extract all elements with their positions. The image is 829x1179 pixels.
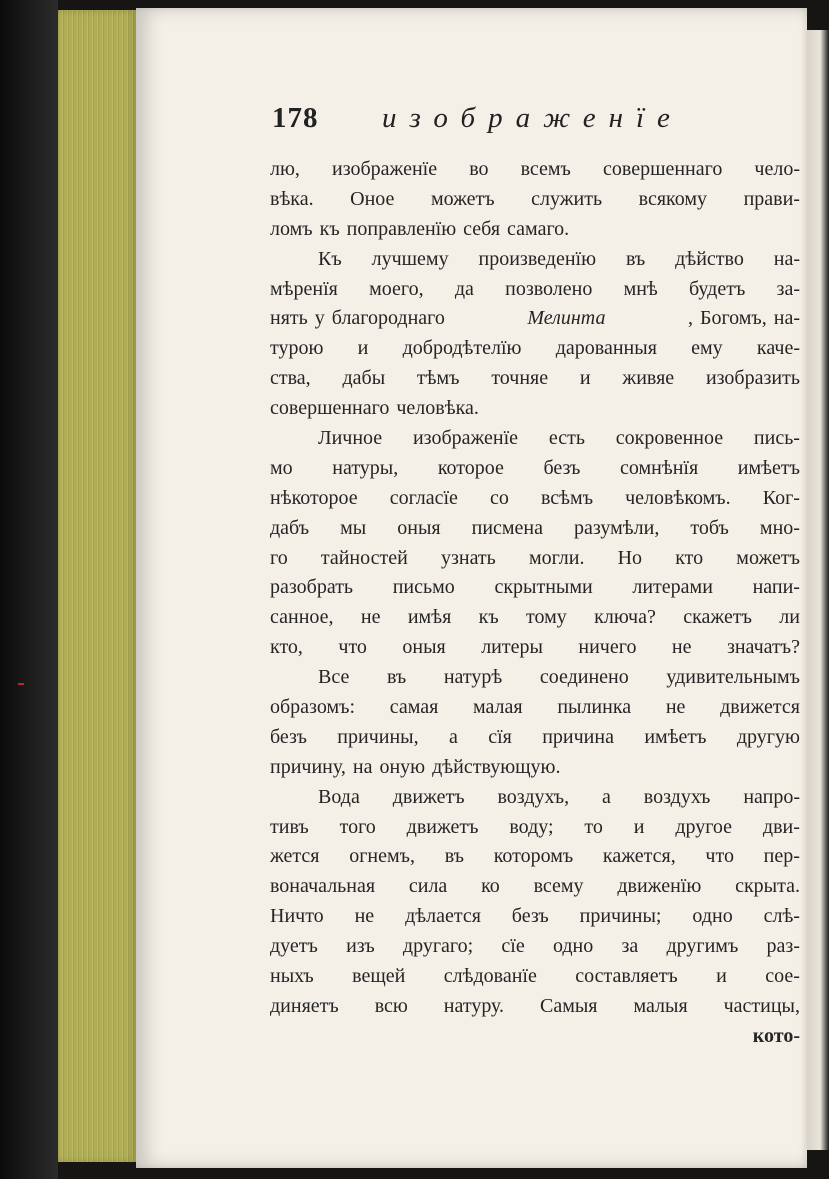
text-line bbox=[270, 603, 800, 633]
word: моего, bbox=[369, 277, 424, 300]
word: прави- bbox=[743, 187, 800, 210]
word: безъ bbox=[511, 905, 549, 928]
text-line bbox=[270, 185, 800, 215]
word: можетъ bbox=[736, 546, 800, 569]
word: и bbox=[716, 965, 727, 988]
text-line: причину, на оную дѣйствующую. bbox=[270, 755, 561, 778]
word: литерами bbox=[632, 576, 713, 599]
word: сое- bbox=[765, 965, 800, 988]
text-line bbox=[270, 902, 800, 932]
word: Все bbox=[318, 666, 350, 689]
text-fragment: , Богомъ, на- bbox=[687, 307, 800, 330]
word: въ bbox=[444, 845, 464, 868]
word: турою bbox=[270, 337, 324, 360]
word: пись- bbox=[753, 427, 800, 450]
word: не bbox=[665, 696, 686, 719]
word: живяе bbox=[622, 367, 675, 390]
text-line bbox=[270, 872, 800, 902]
text-line bbox=[270, 275, 800, 305]
word: напи- bbox=[752, 576, 800, 599]
word: всѣмъ bbox=[540, 486, 594, 509]
word: го bbox=[270, 546, 288, 569]
word: а bbox=[602, 785, 611, 808]
proper-name: Мелинта bbox=[527, 307, 606, 330]
word: изображенїе bbox=[332, 158, 438, 180]
word: одно bbox=[692, 905, 733, 928]
word: сомнѣнїя bbox=[620, 456, 699, 479]
binding-shadow bbox=[0, 0, 58, 1179]
word: дуетъ bbox=[270, 935, 318, 958]
word: въ bbox=[625, 247, 646, 270]
word: каче- bbox=[756, 337, 800, 360]
word: Ког- bbox=[762, 486, 800, 509]
word: ключа? bbox=[594, 606, 656, 629]
text-line bbox=[270, 514, 800, 544]
word: совершеннаго bbox=[602, 158, 723, 180]
word: частицы, bbox=[723, 994, 800, 1017]
word: разумѣли, bbox=[574, 516, 660, 539]
word: натуру. bbox=[443, 994, 505, 1017]
word: согласїе bbox=[389, 486, 458, 509]
text-line bbox=[270, 633, 800, 663]
word: за bbox=[621, 935, 639, 958]
word: точняе bbox=[491, 367, 549, 390]
word: слѣдованїе bbox=[443, 965, 537, 988]
word: со bbox=[490, 486, 509, 509]
word: можетъ bbox=[430, 187, 495, 210]
word: ничего bbox=[578, 636, 637, 659]
word: ства, bbox=[270, 367, 311, 390]
text-line bbox=[270, 454, 800, 484]
word: значатъ? bbox=[726, 636, 800, 659]
text-line: ломъ къ поправленїю себя самаго. bbox=[270, 217, 570, 240]
word: всякому bbox=[638, 187, 708, 210]
word: составляетъ bbox=[575, 965, 678, 988]
word: не bbox=[360, 606, 381, 629]
page-body bbox=[270, 155, 800, 1052]
word: тому bbox=[526, 606, 567, 629]
word: вещей bbox=[352, 965, 406, 988]
word: не bbox=[354, 905, 375, 928]
word: имѣетъ bbox=[644, 725, 707, 748]
word: чело- bbox=[754, 158, 800, 180]
word: диняетъ bbox=[270, 994, 339, 1017]
word: произведенїю bbox=[478, 247, 597, 270]
page-block-edges bbox=[58, 10, 138, 1162]
word: другаго; bbox=[402, 935, 474, 958]
word: мнѣ bbox=[623, 277, 658, 300]
text-line bbox=[270, 245, 800, 275]
text-line bbox=[270, 573, 800, 603]
word: и bbox=[357, 337, 369, 360]
word: нѣкоторое bbox=[270, 486, 358, 509]
word: движенїю bbox=[617, 875, 702, 898]
word: воздухъ bbox=[643, 785, 711, 808]
word: что bbox=[338, 636, 367, 659]
word: дабъ bbox=[270, 516, 310, 539]
word: всему bbox=[533, 875, 584, 898]
word: дабы bbox=[342, 367, 386, 390]
word: оныя bbox=[402, 636, 446, 659]
word: причины, bbox=[337, 725, 419, 748]
word: другимъ bbox=[666, 935, 739, 958]
word: лю, bbox=[270, 158, 300, 180]
word: тивъ bbox=[270, 815, 309, 838]
word: которое bbox=[437, 456, 504, 479]
text-line bbox=[270, 155, 800, 185]
word: служить bbox=[531, 187, 603, 210]
word: Личное bbox=[318, 427, 383, 450]
text-line bbox=[270, 364, 800, 394]
word: скрыта. bbox=[735, 875, 800, 898]
word: тайностей bbox=[320, 546, 408, 569]
word: натуры, bbox=[332, 456, 399, 479]
word: напро- bbox=[743, 785, 800, 808]
running-head: изображенїе bbox=[382, 102, 683, 134]
word: дѣлается bbox=[405, 905, 481, 928]
word: изображенїе bbox=[412, 427, 519, 450]
text-line bbox=[270, 723, 800, 753]
word: на- bbox=[773, 247, 800, 270]
word: человѣкомъ. bbox=[625, 486, 731, 509]
word: изобразить bbox=[705, 367, 800, 390]
word: за- bbox=[776, 277, 800, 300]
word: къ bbox=[478, 606, 499, 629]
word: того bbox=[339, 815, 376, 838]
text-line bbox=[270, 424, 800, 454]
word: причина bbox=[542, 725, 614, 748]
word: дви- bbox=[762, 815, 800, 838]
word: писмена bbox=[471, 516, 544, 539]
text-line bbox=[270, 813, 800, 843]
word: натурѣ bbox=[443, 666, 503, 689]
word: Ничто bbox=[270, 905, 324, 928]
word: безъ bbox=[270, 725, 307, 748]
word: причины; bbox=[579, 905, 662, 928]
word: движетъ bbox=[392, 785, 465, 808]
word: въ bbox=[386, 666, 407, 689]
text-line bbox=[270, 484, 800, 514]
word: лучшему bbox=[371, 247, 449, 270]
word: тѣмъ bbox=[416, 367, 460, 390]
word: раз- bbox=[766, 935, 800, 958]
word: ныхъ bbox=[270, 965, 314, 988]
word: добродѣтелїю bbox=[402, 337, 522, 360]
word: сїе bbox=[501, 935, 525, 958]
word: движетъ bbox=[406, 815, 479, 838]
word: воду; bbox=[509, 815, 554, 838]
word: движется bbox=[720, 696, 800, 719]
word: всемъ bbox=[520, 158, 571, 180]
word: другое bbox=[675, 815, 733, 838]
word: сокровенное bbox=[615, 427, 724, 450]
word: могли. bbox=[528, 546, 585, 569]
word: пер- bbox=[763, 845, 800, 868]
word: Самыя bbox=[540, 994, 598, 1017]
word: и bbox=[579, 367, 591, 390]
text-line bbox=[270, 783, 800, 813]
word: имѣетъ bbox=[737, 456, 800, 479]
word: мы bbox=[340, 516, 367, 539]
word: малыя bbox=[633, 994, 688, 1017]
catchword: кото- bbox=[752, 1024, 800, 1047]
text-fragment: нять у благороднаго bbox=[270, 307, 445, 330]
word: во bbox=[469, 158, 489, 180]
scan-artifact bbox=[18, 683, 24, 685]
word: письмо bbox=[392, 576, 455, 599]
word: самая bbox=[389, 696, 439, 719]
word: образомъ: bbox=[270, 696, 356, 719]
word: Вода bbox=[318, 785, 360, 808]
text-line bbox=[270, 962, 800, 992]
word: что bbox=[705, 845, 734, 868]
word: изъ bbox=[346, 935, 375, 958]
word: другую bbox=[736, 725, 800, 748]
word: не bbox=[671, 636, 692, 659]
word: разобрать bbox=[270, 576, 354, 599]
word: да bbox=[454, 277, 474, 300]
word: санное, bbox=[270, 606, 334, 629]
word: и bbox=[633, 815, 645, 838]
word: оныя bbox=[397, 516, 441, 539]
word: всю bbox=[374, 994, 408, 1017]
facing-page-edge bbox=[807, 30, 829, 1150]
page-number: 178 bbox=[272, 102, 319, 134]
word: воздухъ, bbox=[497, 785, 570, 808]
word: пылинка bbox=[557, 696, 632, 719]
word: тобъ bbox=[690, 516, 729, 539]
word: малая bbox=[472, 696, 523, 719]
word: удивительнымъ bbox=[666, 666, 800, 689]
word: позволено bbox=[505, 277, 593, 300]
text-line: совершеннаго человѣка. bbox=[270, 397, 479, 420]
text-line bbox=[270, 663, 800, 693]
word: ко bbox=[481, 875, 500, 898]
word: мо bbox=[270, 456, 293, 479]
word: вѣка. bbox=[270, 187, 314, 210]
text-line bbox=[270, 992, 800, 1022]
text-line bbox=[270, 842, 800, 872]
word: ли bbox=[779, 606, 800, 629]
word: ему bbox=[691, 337, 723, 360]
word: огнемъ, bbox=[349, 845, 415, 868]
word: мѣренїя bbox=[270, 277, 338, 300]
word: а bbox=[448, 725, 458, 748]
word: слѣ- bbox=[763, 905, 800, 928]
word: кто, bbox=[270, 636, 303, 659]
word: кто bbox=[675, 546, 704, 569]
word: которомъ bbox=[493, 845, 574, 868]
word: есть bbox=[548, 427, 585, 450]
word: Но bbox=[617, 546, 643, 569]
text-line bbox=[270, 334, 800, 364]
word: кажется, bbox=[602, 845, 676, 868]
word: воначальная bbox=[270, 875, 376, 898]
word: одно bbox=[552, 935, 594, 958]
page-header bbox=[272, 102, 692, 142]
word: сїя bbox=[488, 725, 512, 748]
word: имѣя bbox=[407, 606, 452, 629]
word: безъ bbox=[543, 456, 581, 479]
word: скрытными bbox=[494, 576, 593, 599]
word: дарованныя bbox=[555, 337, 657, 360]
word: сила bbox=[408, 875, 448, 898]
word: Оное bbox=[350, 187, 395, 210]
word: скажетъ bbox=[683, 606, 752, 629]
text-line bbox=[270, 544, 800, 574]
word: дѣйство bbox=[675, 247, 744, 270]
text-line bbox=[270, 693, 800, 723]
word: жется bbox=[270, 845, 320, 868]
text-line bbox=[270, 932, 800, 962]
word: Къ bbox=[318, 247, 342, 270]
text-line bbox=[270, 304, 800, 334]
word: соединено bbox=[539, 666, 629, 689]
word: будетъ bbox=[689, 277, 746, 300]
word: мно- bbox=[759, 516, 800, 539]
word: то bbox=[584, 815, 603, 838]
word: литеры bbox=[481, 636, 543, 659]
word: узнать bbox=[440, 546, 496, 569]
